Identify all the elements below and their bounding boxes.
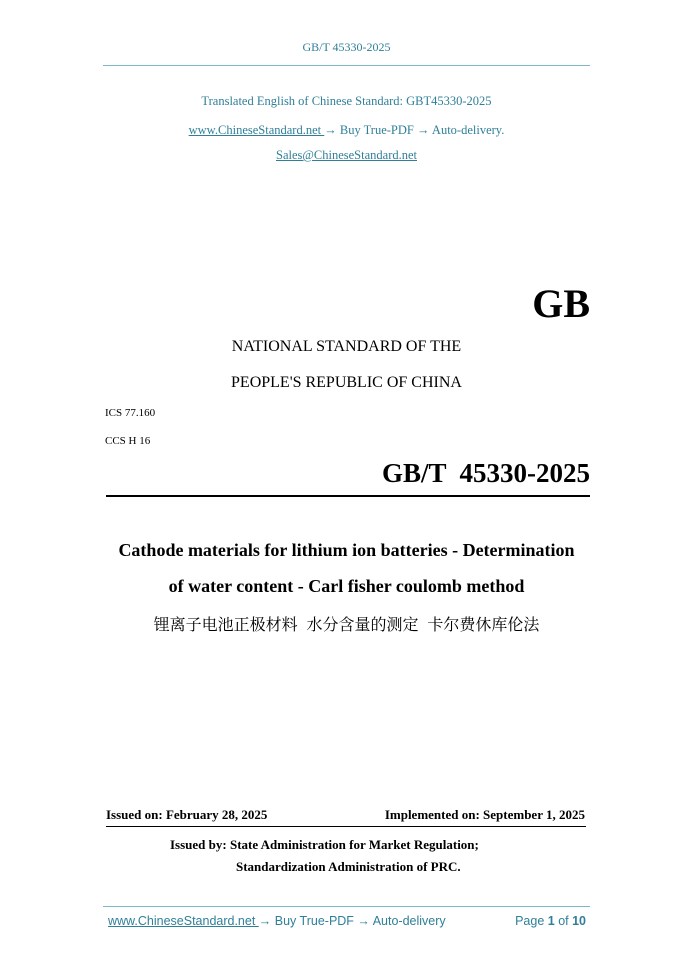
buy-pdf-text: Buy True-PDF bbox=[336, 123, 417, 137]
footer-divider bbox=[103, 906, 590, 907]
page-label: Page bbox=[515, 914, 548, 928]
footer-promo bbox=[108, 914, 446, 928]
translation-notice: Translated English of Chinese Standard: GBT45330-2025 bbox=[201, 94, 492, 108]
national-standard-line1: NATIONAL STANDARD OF THE bbox=[231, 338, 462, 355]
issued-by-line2: Standardization Administration of PRC. bbox=[236, 859, 461, 874]
arrow-right-icon: → bbox=[417, 123, 430, 137]
email-line bbox=[0, 148, 693, 163]
auto-delivery-text: Auto-delivery. bbox=[429, 123, 505, 137]
arrow-right-icon: → bbox=[258, 914, 272, 928]
site-link[interactable]: www.ChineseStandard.net bbox=[188, 123, 325, 137]
ics-code: ICS 77.160 bbox=[105, 407, 156, 419]
page-indicator bbox=[480, 914, 586, 928]
issued-by-line1: Issued by: State Administration for Market Regulation; bbox=[170, 837, 479, 852]
gb-mark: GB bbox=[532, 281, 590, 326]
title-english-line1: Cathode materials for lithium ion batteries - Determination bbox=[118, 540, 575, 560]
footer-auto-text: Auto-delivery bbox=[369, 914, 446, 928]
email-link[interactable]: Sales@ChineseStandard.net bbox=[276, 148, 417, 162]
page-current: 1 bbox=[547, 914, 555, 928]
national-standard-line2: PEOPLE'S REPUBLIC OF CHINA bbox=[231, 374, 462, 391]
running-header: GB/T 45330-2025 bbox=[302, 40, 391, 54]
footer-site-link[interactable]: www.ChineseStandard.net bbox=[108, 914, 259, 928]
title-chinese: 锂离子电池正极材料 水分含量的测定 卡尔费休库伦法 bbox=[153, 617, 540, 634]
implemented-on-date: Implemented on: September 1, 2025 bbox=[384, 807, 585, 822]
promo-line bbox=[0, 123, 693, 138]
dates-rule bbox=[106, 826, 586, 827]
footer-buy-text: Buy True-PDF bbox=[271, 914, 358, 928]
header-divider bbox=[103, 65, 590, 66]
ccs-code: CCS H 16 bbox=[105, 435, 151, 447]
standard-number: GB/T 45330-2025 bbox=[381, 458, 590, 488]
title-rule bbox=[106, 495, 590, 497]
title-english-line2: of water content - Carl fisher coulomb method bbox=[168, 576, 525, 596]
arrow-right-icon: → bbox=[357, 914, 370, 928]
page-of: of bbox=[554, 914, 573, 928]
page-total: 10 bbox=[572, 914, 586, 928]
arrow-right-icon: → bbox=[324, 123, 337, 137]
issued-on-date: Issued on: February 28, 2025 bbox=[106, 807, 268, 822]
